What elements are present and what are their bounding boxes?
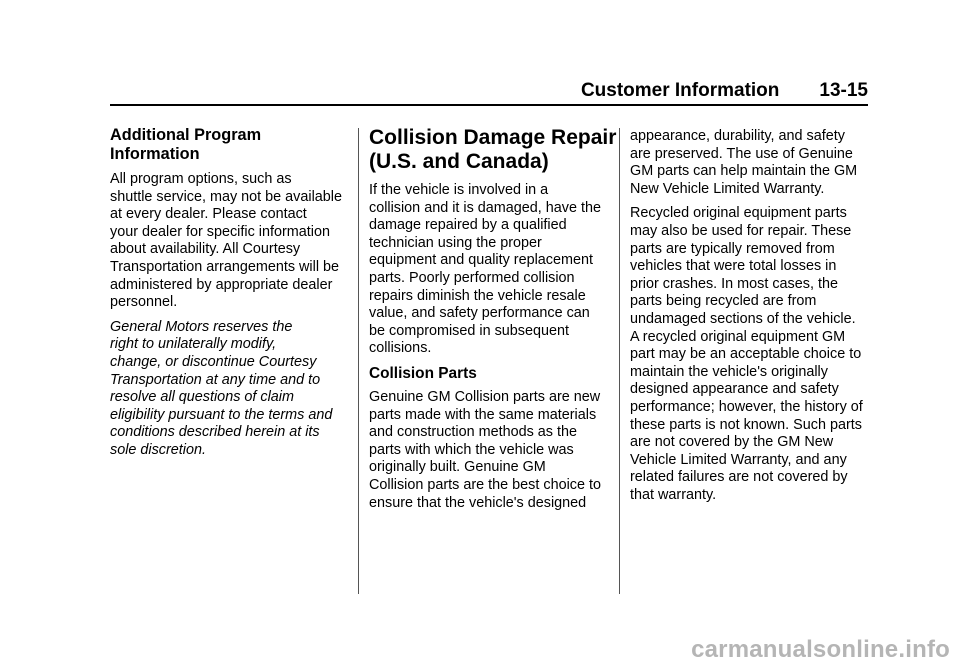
column-2 xyxy=(369,126,617,519)
collision-parts-subheading: Collision Parts xyxy=(369,364,477,382)
genuine-parts-continued-paragraph: appearance, durability, and safety are preserved. The use of Genuine GM parts can help maintain the GM New Vehicle Limited Warranty. xyxy=(630,128,858,197)
header-rule xyxy=(110,104,868,106)
gm-reserves-paragraph: General Motors reserves the right to unilaterally modify, change, or discontinue Courtesy Transportation at any time and to resolve all questions of claim eligibility pursuant to the terms and conditions described herein at its sole discretion. xyxy=(110,318,333,458)
column-divider-1 xyxy=(358,128,359,594)
page-header xyxy=(110,78,868,102)
additional-program-heading: Additional Program Information xyxy=(110,126,262,163)
site-watermark: carmanualsonline.info xyxy=(691,636,950,663)
column-3 xyxy=(630,128,870,511)
page-number: 13-15 xyxy=(819,80,868,101)
program-options-paragraph: All program options, such as shuttle service, may not be available at every dealer. Please contact your dealer for specific information about availability. All Courtesy Transportation arrangements will be administered by appropriate dealer personnel. xyxy=(110,171,342,311)
column-1 xyxy=(110,126,350,467)
collision-repair-paragraph: If the vehicle is involved in a collision and it is damaged, have the damage repaired by a qualified technician using the proper equipment and quality replacement parts. Poorly performed collision repairs diminish the vehicle resale value, and safety performance can be compromised in subsequent collisions. xyxy=(369,182,601,357)
column-divider-2 xyxy=(619,128,620,594)
section-title: Customer Information xyxy=(580,80,780,101)
recycled-parts-paragraph: Recycled original equipment parts may also be used for repair. These parts are typically removed from vehicles that were total losses in prior crashes. In most cases, the parts being recycled are from undamaged sections of the vehicle. A recycled original equipment GM part may be an acceptable choice to maintain the vehicle's originally designed appearance and safety performance; however, the history of these parts is not known. Such parts are not covered by the GM New Vehicle Limited Warranty, and any related failures are not covered by that warranty. xyxy=(630,205,863,503)
genuine-parts-paragraph: Genuine GM Collision parts are new parts made with the same materials and construction methods as the parts with which the vehicle was originally built. Genuine GM Collision parts are the best choice to ensure that the vehicle's designed xyxy=(369,388,601,511)
collision-damage-heading: Collision Damage Repair (U.S. and Canada) xyxy=(369,126,617,173)
